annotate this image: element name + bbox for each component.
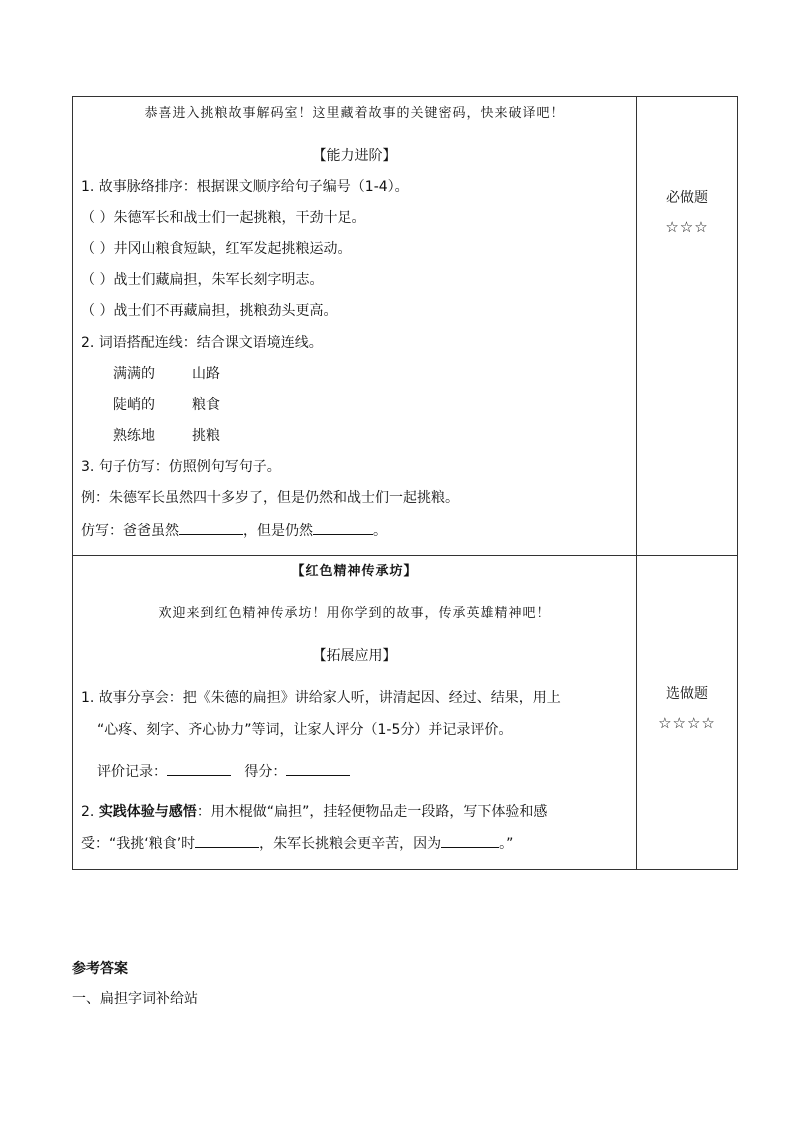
question-3-imitation [81, 520, 387, 541]
question-text: 受：“我挑‘粮食’时 [81, 836, 196, 852]
required-label: 必做题 [666, 190, 708, 206]
match-left-word: 满满的 [113, 366, 155, 382]
section-2-row [73, 556, 738, 870]
match-right-word: 山路 [192, 366, 220, 382]
question-text: ，朱军长挑粮会更辛苦，因为 [259, 836, 442, 852]
star-rating-icon: ☆☆☆ [665, 218, 709, 236]
evaluation-label: 评价记录： [97, 764, 167, 780]
question-1-item: （ ）朱德军长和战士们一起挑粮，干劲十足。 [81, 210, 366, 226]
star-rating-icon: ☆☆☆☆ [658, 714, 716, 732]
section-2-intro: 欢迎来到红色精神传承坊！用你学到的故事，传承英雄精神吧！ [158, 606, 551, 621]
score-blank[interactable] [286, 761, 350, 776]
question-number: 2. [81, 804, 95, 820]
extension-question-2-line-1 [81, 802, 547, 822]
imitation-end: 。 [373, 523, 387, 539]
match-right-word: 挑粮 [192, 428, 220, 444]
worksheet-table [72, 96, 738, 870]
section-1-side [637, 97, 738, 556]
match-left-word: 熟练地 [113, 428, 155, 444]
answer-blank[interactable] [195, 833, 259, 848]
question-title: 实践体验与感悟 [98, 804, 197, 820]
question-text: 。” [499, 836, 514, 852]
score-label: 得分： [244, 764, 287, 780]
match-right-word: 粮食 [192, 397, 220, 413]
section-1-content [73, 97, 637, 556]
question-1-item: （ ）井冈山粮食短缺，红军发起挑粮运动。 [81, 241, 352, 257]
answer-blank[interactable] [441, 833, 499, 848]
question-3-example: 例：朱德军长虽然四十多岁了，但是仍然和战士们一起挑粮。 [81, 490, 459, 506]
section-1-header: 【能力进阶】 [312, 148, 397, 164]
section-2-header: 【拓展应用】 [312, 648, 397, 664]
optional-label: 选做题 [666, 686, 708, 702]
section-1-row [73, 97, 738, 556]
section-2-side [637, 556, 738, 870]
evaluation-line [97, 761, 350, 782]
question-text: ：用木棍做“扁担”，挂轻便物品走一段路，写下体验和感 [196, 804, 548, 820]
imitation-middle: ，但是仍然 [243, 523, 313, 539]
section-2-content [73, 556, 637, 870]
answers-title: 参考答案 [72, 961, 128, 977]
answer-blank[interactable] [313, 520, 373, 535]
answer-blank[interactable] [179, 520, 243, 535]
question-1-item: （ ）战士们藏扁担，朱军长刻字明志。 [81, 272, 324, 288]
section-2-title: 【红色精神传承坊】 [291, 564, 418, 579]
extension-question-2-line-2 [81, 833, 513, 854]
question-1: 1. 故事脉络排序：根据课文顺序给句子编号（1-4）。 [81, 179, 409, 195]
answers-item: 一、扁担字词补给站 [72, 991, 198, 1007]
extension-question-1-line-1: 1. 故事分享会：把《朱德的扁担》讲给家人听，讲清起因、经过、结果，用上 [81, 690, 561, 706]
question-3: 3. 句子仿写：仿照例句写句子。 [81, 459, 281, 475]
match-left-word: 陡峭的 [113, 397, 155, 413]
extension-question-1-line-2: “心疼、刻字、齐心协力”等词，让家人评分（1-5分）并记录评价。 [97, 722, 513, 738]
section-1-intro: 恭喜进入挑粮故事解码室！这里藏着故事的关键密码，快来破译吧！ [144, 106, 565, 121]
question-1-item: （ ）战士们不再藏扁担，挑粮劲头更高。 [81, 303, 338, 319]
imitation-prefix: 仿写：爸爸虽然 [81, 523, 179, 539]
question-2: 2. 词语搭配连线：结合课文语境连线。 [81, 335, 323, 351]
evaluation-blank[interactable] [167, 761, 231, 776]
